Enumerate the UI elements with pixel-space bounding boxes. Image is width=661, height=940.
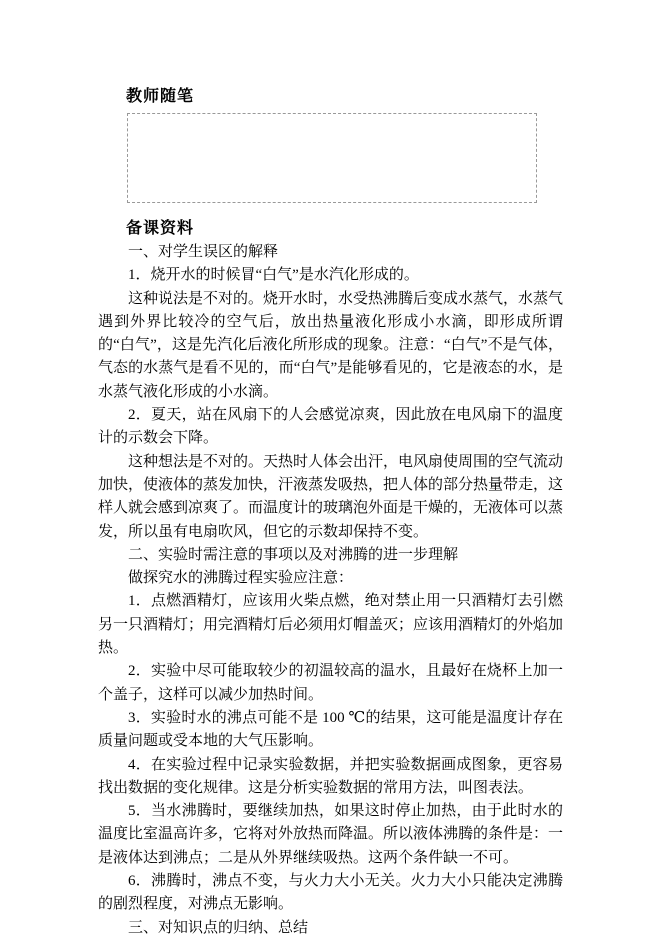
misconception-2-claim: 2．夏天，站在风扇下的人会感觉凉爽，因此放在电风扇下的温度计的示数会下降。 — [98, 407, 563, 447]
misconception-2-explanation: 这种想法是不对的。天热时人体会出汗，电风扇使周围的空气流动加快，使液体的蒸发加快，汗液蒸发吸热，把人体的部分热量带走，这样人就会感到凉爽了。而温度计的玻璃泡外面是干燥的，无液体可以蒸发，所以虽有电扇吹风，但它的示数却保持不变。 — [98, 453, 564, 540]
experiment-note-1: 1．点燃酒精灯，应该用火柴点燃，绝对禁止用一只酒精灯去引燃另一只酒精灯；用完酒精灯后必须用灯帽盖灭；应该用酒精灯的外焰加热。 — [98, 593, 564, 657]
experiment-note-3: 3．实验时水的沸点可能不是 100 ℃的结果，这可能是温度计存在质量问题或受本地的大气压影响。 — [98, 709, 563, 750]
document-page — [98, 86, 563, 940]
experiment-note-5: 5．当水沸腾时，要继续加热，如果这时停止加热，由于此时水的温度比室温高许多，它将对外放热而降温。所以液体沸腾的条件是：一是液体达到沸点；二是从外界继续吸热。这两个条件缺一不可。 — [98, 803, 564, 866]
teacher-notes-heading: 教师随笔 — [126, 88, 195, 105]
experiment-note-2: 2．实验中尽可能取较少的初温较高的温水，且最好在烧杯上加一个盖子，这样可以减少加热时间。 — [98, 663, 563, 703]
misconception-1-explanation: 这种说法是不对的。烧开水时，水受热沸腾后变成水蒸气，水蒸气遇到外界比较冷的空气后，放出热量液化形成小水滴，即形成所谓的“白气”，这是先汽化后液化所形成的现象。注意：“白气”不是气体，气态的水蒸气是看不见的，而“白气”是能够看见的，它是液态的水，是水蒸气液化形成的小水滴。 — [98, 290, 564, 400]
misconception-1-claim: 1．烧开水的时候冒“白气”是水汽化形成的。 — [128, 267, 419, 284]
section-2-heading: 二、实验时需注意的事项以及对沸腾的进一步理解 — [128, 546, 459, 563]
teacher-notes-box — [127, 113, 537, 203]
document-paragraphs — [98, 241, 563, 940]
section-3-heading: 三、对知识点的归纳、总结 — [128, 919, 309, 936]
experiment-note-4: 4．在实验过程中记录实验数据，并把实验数据画成图象，更容易找出数据的变化规律。这是分析实验数据的常用方法，叫图表法。 — [98, 756, 563, 796]
section-1-heading: 一、对学生误区的解释 — [128, 244, 279, 260]
prep-materials-heading: 备课资料 — [126, 220, 195, 237]
experiment-note-6: 6．沸腾时，沸点不变，与火力大小无关。火力大小只能决定沸腾的剧烈程度，对沸点无影响。 — [98, 873, 563, 913]
experiment-intro: 做探究水的沸腾过程实验应注意： — [128, 570, 354, 587]
